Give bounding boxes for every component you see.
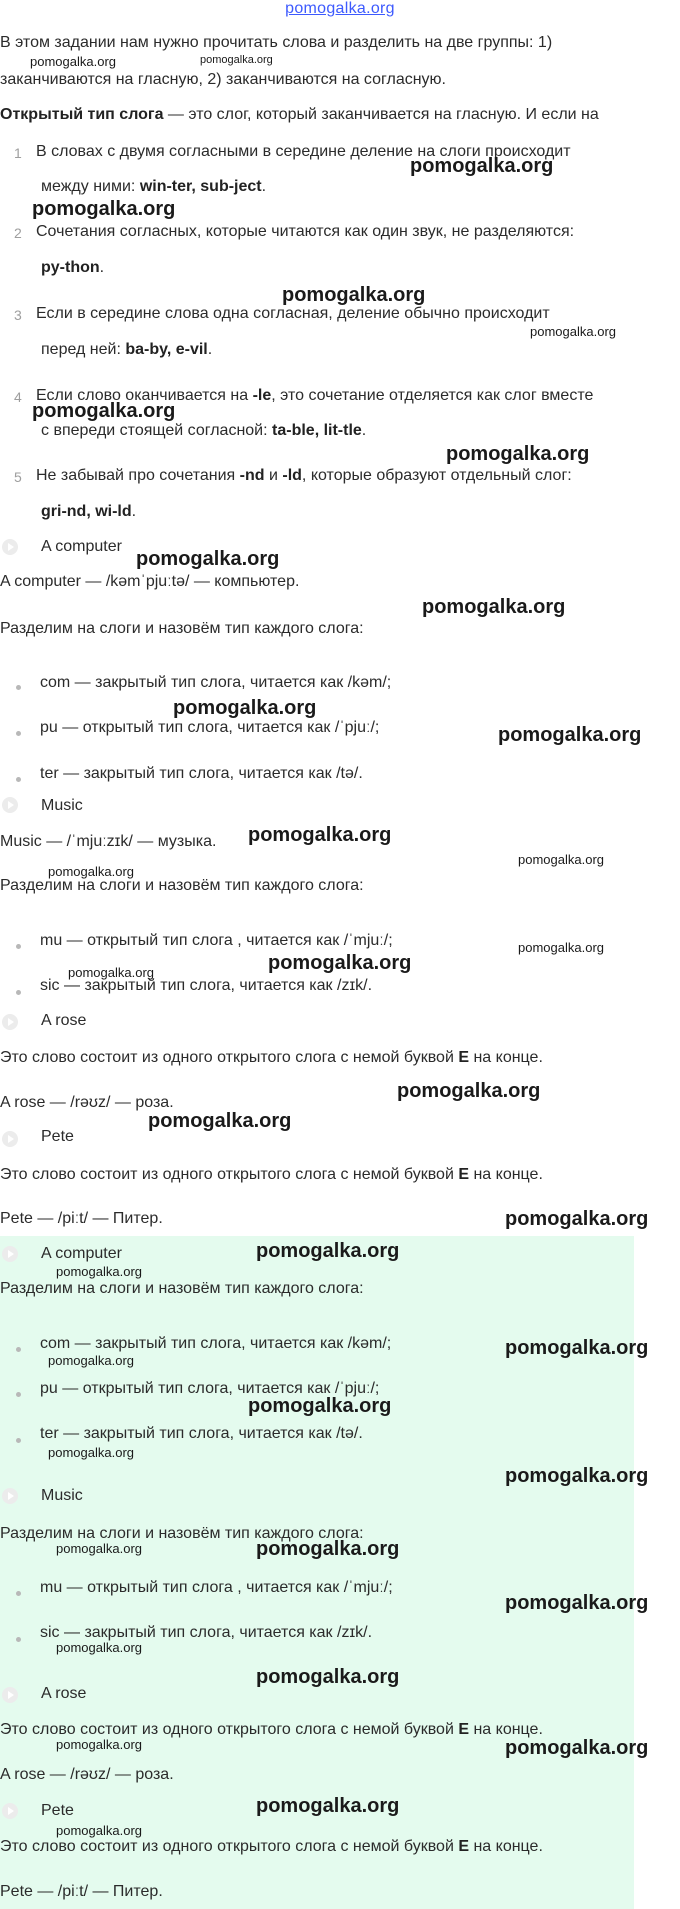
pete-letter: E	[458, 1838, 470, 1855]
rule-text: .	[99, 259, 105, 276]
watermark: pomogalka.org	[505, 1737, 649, 1759]
rose-title: A rose	[41, 1012, 87, 1029]
watermark: pomogalka.org	[268, 952, 412, 974]
music-title: Music	[41, 797, 83, 814]
computer-syllable-ter: ter — закрытый тип слога, читается как /tə/.	[40, 1425, 363, 1442]
watermark: pomogalka.org	[248, 824, 392, 846]
pete-desc-text: на конце.	[469, 1166, 543, 1183]
pete-transcription: Pete — /piːt/ — Питер.	[0, 1883, 163, 1900]
watermark: pomogalka.org	[48, 1353, 134, 1368]
rose-desc-text: Это слово состоит из одного открытого слога с немой буквой	[0, 1049, 459, 1066]
open-syllable-term: Открытый тип слога	[0, 106, 164, 123]
play-icon[interactable]	[2, 1131, 18, 1147]
rule-5-line-1	[36, 467, 572, 485]
rose-letter: E	[458, 1049, 470, 1066]
pete-transcription: Pete — /piːt/ — Питер.	[0, 1210, 163, 1227]
watermark: pomogalka.org	[518, 940, 604, 955]
watermark: pomogalka.org	[256, 1795, 400, 1817]
bullet-icon	[16, 685, 21, 690]
watermark: pomogalka.org	[505, 1337, 649, 1359]
watermark: pomogalka.org	[200, 54, 273, 66]
watermark: pomogalka.org	[48, 1445, 134, 1460]
rule-text: с впереди стоящей согласной:	[41, 422, 273, 439]
rule-text: перед ней:	[41, 341, 126, 358]
computer-syllable-pu: pu — открытый тип слога, читается как /ˈpjuː/;	[40, 1380, 380, 1397]
rule-bold: -nd	[239, 467, 265, 484]
computer-divide-text: Разделим на слоги и назовём тип каждого слога:	[0, 620, 364, 637]
open-syllable-text: — это слог, который заканчивается на гласную. И если на	[163, 106, 599, 123]
music-divide-text: Разделим на слоги и назовём тип каждого слога:	[0, 1525, 364, 1542]
rule-2-line-1: Сочетания согласных, которые читаются как один звук, не разделяются:	[36, 223, 575, 240]
music-syllable-sic: sic — закрытый тип слога, читается как /zɪk/.	[40, 977, 373, 994]
play-icon[interactable]	[2, 1687, 18, 1703]
watermark: pomogalka.org	[505, 1465, 649, 1487]
watermark: pomogalka.org	[505, 1592, 649, 1614]
play-icon[interactable]	[2, 1803, 18, 1819]
rose-description	[0, 1049, 543, 1067]
computer-syllable-pu: pu — открытый тип слога, читается как /ˈpjuː/;	[40, 719, 380, 736]
play-icon[interactable]	[2, 1246, 18, 1262]
watermark: pomogalka.org	[56, 1541, 142, 1556]
pete-title: Pete	[41, 1128, 74, 1145]
play-icon[interactable]	[2, 1488, 18, 1504]
pete-description	[0, 1166, 543, 1184]
watermark: pomogalka.org	[136, 548, 280, 570]
watermark: pomogalka.org	[56, 1823, 142, 1838]
rule-examples: gri-nd, wi-ld	[41, 503, 132, 520]
watermark: pomogalka.org	[56, 1737, 142, 1752]
play-icon[interactable]	[2, 539, 18, 555]
pete-letter: E	[458, 1166, 470, 1183]
computer-syllable-com: com — закрытый тип слога, читается как /kəm/;	[40, 674, 392, 691]
rule-number: 5	[14, 469, 22, 485]
music-syllable-mu: mu — открытый тип слога , читается как /ˈmjuː/;	[40, 1579, 393, 1596]
bullet-icon	[16, 777, 21, 782]
rule-2-line-2	[41, 259, 104, 277]
rule-text: между ними:	[41, 178, 140, 195]
bullet-icon	[16, 1438, 21, 1443]
rose-title: A rose	[41, 1685, 87, 1702]
rule-1-line-2	[41, 178, 266, 196]
site-header-link[interactable]: pomogalka.org	[285, 0, 395, 17]
rule-bold: -le	[252, 387, 272, 404]
pete-desc-text: на конце.	[469, 1838, 543, 1855]
rule-1-line-1: В словах с двумя согласными в середине деление на слоги происходит	[36, 143, 571, 160]
music-transcription: Music — /ˈmjuːzɪk/ — музыка.	[0, 833, 217, 850]
rule-text: .	[361, 422, 367, 439]
play-icon[interactable]	[2, 797, 18, 813]
computer-syllable-com: com — закрытый тип слога, читается как /kəm/;	[40, 1335, 392, 1352]
rule-number: 2	[14, 225, 22, 241]
rule-examples: ta-ble, lit-tle	[272, 422, 362, 439]
bullet-icon	[16, 1392, 21, 1397]
watermark: pomogalka.org	[56, 1640, 142, 1655]
rule-text: и	[264, 467, 283, 484]
watermark: pomogalka.org	[173, 697, 317, 719]
bullet-icon	[16, 1637, 21, 1642]
rule-5-line-2	[41, 503, 136, 521]
watermark: pomogalka.org	[256, 1240, 400, 1262]
watermark: pomogalka.org	[505, 1208, 649, 1230]
play-icon[interactable]	[2, 1014, 18, 1030]
pete-desc-text: Это слово состоит из одного открытого слога с немой буквой	[0, 1166, 459, 1183]
watermark: pomogalka.org	[410, 155, 554, 177]
rule-number: 1	[14, 145, 22, 161]
watermark: pomogalka.org	[148, 1110, 292, 1132]
computer-transcription: A computer — /kəmˈpjuːtə/ — компьютер.	[0, 573, 300, 590]
rule-text: , это сочетание отделяется как слог вместе	[271, 387, 594, 404]
open-syllable-definition	[0, 106, 599, 124]
rule-number: 4	[14, 389, 22, 405]
watermark: pomogalka.org	[68, 965, 154, 980]
intro-line-1: В этом задании нам нужно прочитать слова и разделить на две группы: 1)	[0, 34, 553, 51]
bullet-icon	[16, 1591, 21, 1596]
rule-examples: ba-by, e-vil	[125, 341, 208, 358]
watermark: pomogalka.org	[256, 1538, 400, 1560]
rule-text: Не забывай про сочетания	[36, 467, 240, 484]
watermark: pomogalka.org	[422, 596, 566, 618]
watermark: pomogalka.org	[446, 443, 590, 465]
watermark: pomogalka.org	[256, 1666, 400, 1688]
watermark: pomogalka.org	[32, 198, 176, 220]
music-divide-text: Разделим на слоги и назовём тип каждого слога:	[0, 877, 364, 894]
bullet-icon	[16, 990, 21, 995]
rule-text: .	[131, 503, 137, 520]
watermark: pomogalka.org	[498, 724, 642, 746]
rose-desc-text: на конце.	[469, 1049, 543, 1066]
watermark: pomogalka.org	[48, 864, 134, 879]
pete-title: Pete	[41, 1802, 74, 1819]
intro-line-2: заканчиваются на гласную, 2) заканчиваются на согласную.	[0, 71, 446, 88]
rule-text: .	[207, 341, 213, 358]
watermark: pomogalka.org	[30, 54, 116, 69]
rose-desc-text: Это слово состоит из одного открытого слога с немой буквой	[0, 1721, 459, 1738]
music-syllable-sic: sic — закрытый тип слога, читается как /zɪk/.	[40, 1624, 373, 1641]
rule-examples: py-thon	[41, 259, 100, 276]
watermark: pomogalka.org	[32, 400, 176, 422]
rule-number: 3	[14, 307, 22, 323]
bullet-icon	[16, 944, 21, 949]
watermark: pomogalka.org	[530, 324, 616, 339]
computer-divide-text: Разделим на слоги и назовём тип каждого слога:	[0, 1280, 364, 1297]
rule-3-line-1: Если в середине слова одна согласная, деление обычно происходит	[36, 305, 550, 322]
rule-examples: win-ter, sub-ject	[139, 178, 262, 195]
watermark: pomogalka.org	[397, 1080, 541, 1102]
music-title: Music	[41, 1487, 83, 1504]
rule-4-line-2	[41, 422, 366, 440]
rule-text: .	[261, 178, 267, 195]
computer-title: A computer	[41, 1245, 122, 1262]
watermark: pomogalka.org	[518, 852, 604, 867]
rule-text: Если слово оканчивается на	[36, 387, 253, 404]
watermark: pomogalka.org	[282, 284, 426, 306]
rule-text: , которые образуют отдельный слог:	[301, 467, 572, 484]
rule-3-line-2	[41, 341, 212, 359]
watermark: pomogalka.org	[248, 1395, 392, 1417]
rose-transcription: A rose — /rəʊz/ — роза.	[0, 1766, 174, 1783]
music-syllable-mu: mu — открытый тип слога , читается как /ˈmjuː/;	[40, 932, 393, 949]
computer-syllable-ter: ter — закрытый тип слога, читается как /tə/.	[40, 765, 363, 782]
rose-desc-text: на конце.	[469, 1721, 543, 1738]
rule-bold: -ld	[282, 467, 302, 484]
watermark: pomogalka.org	[56, 1264, 142, 1279]
rose-transcription: A rose — /rəʊz/ — роза.	[0, 1094, 174, 1111]
bullet-icon	[16, 731, 21, 736]
pete-desc-text: Это слово состоит из одного открытого слога с немой буквой	[0, 1838, 459, 1855]
computer-title: A computer	[41, 538, 122, 555]
bullet-icon	[16, 1347, 21, 1352]
pete-description	[0, 1838, 543, 1856]
rose-letter: E	[458, 1721, 470, 1738]
